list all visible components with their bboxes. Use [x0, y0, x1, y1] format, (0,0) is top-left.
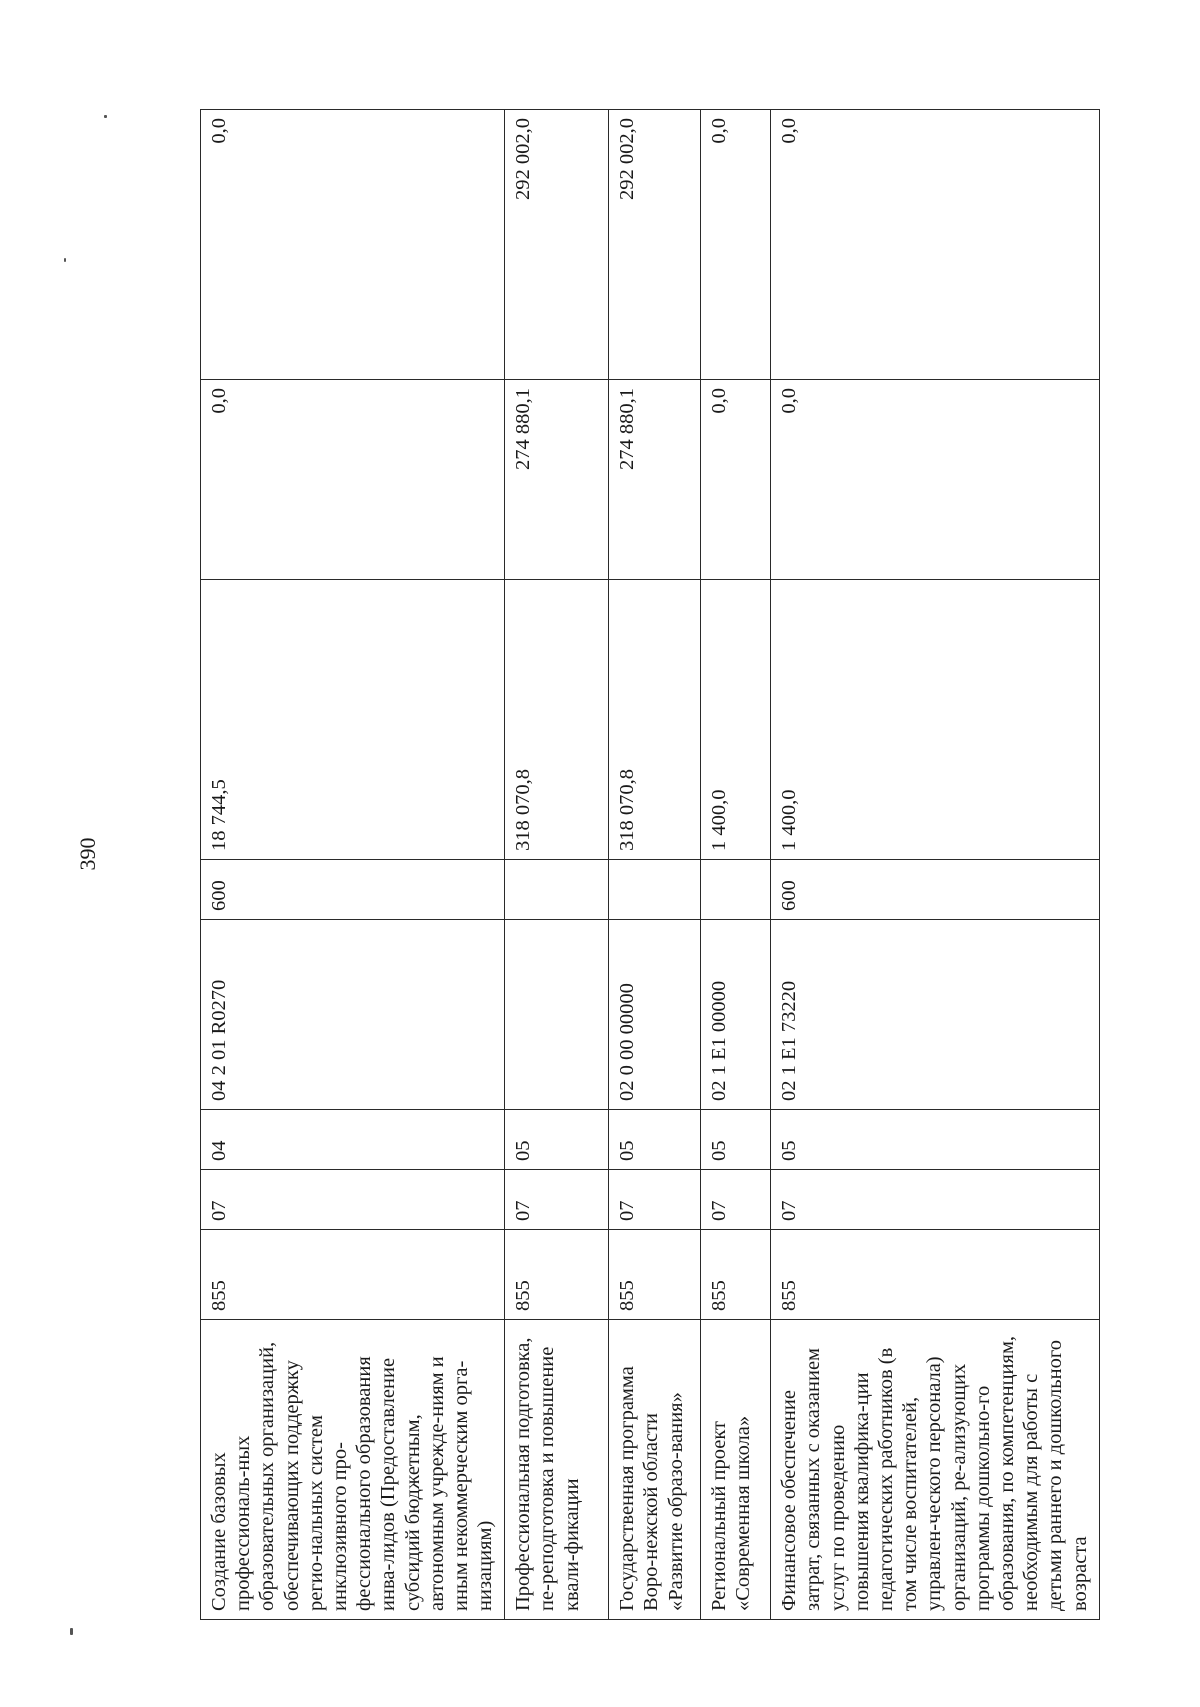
target-article-cell	[505, 920, 609, 1110]
subsection-code-cell: 05	[609, 1110, 701, 1170]
rotated-page-content	[200, 110, 1100, 1620]
section-code-cell: 07	[505, 1170, 609, 1230]
row-name-cell: Профессиональная подготовка, пе-реподготовка и повышение квали-фикации	[505, 1320, 609, 1620]
subsection-code-cell: 04	[201, 1110, 505, 1170]
target-article-cell: 02 1 E1 00000	[701, 920, 771, 1110]
section-code-cell: 07	[701, 1170, 771, 1230]
page-number: 390	[75, 837, 100, 871]
table-row	[201, 110, 505, 1620]
sum-year-3-cell: 292 002,0	[505, 110, 609, 380]
table-row	[701, 110, 771, 1620]
ministry-code-cell: 855	[201, 1230, 505, 1320]
sum-year-1-cell: 1 400,0	[771, 580, 1099, 860]
expense-type-cell	[609, 860, 701, 920]
row-name-cell: Финансовое обеспечение затрат, связанных с оказанием услуг по проведению повышения квалифика-ции педагогических работников (в том числе воспитателей, управлен-ческого персонала) организаций, ре-ализующих программы дошкольно-го образования, по компетенциям, необходимым для работы с детьми раннего и дошкольного возраста	[771, 1320, 1099, 1620]
sum-year-2-cell: 274 880,1	[505, 380, 609, 580]
expense-type-cell: 600	[771, 860, 1099, 920]
table-row	[771, 110, 1099, 1620]
sum-year-1-cell: 1 400,0	[701, 580, 771, 860]
sum-year-2-cell: 0,0	[201, 380, 505, 580]
scan-speck	[64, 258, 66, 262]
row-name-cell: Государственная программа Воро-нежской области «Развитие образо-вания»	[609, 1320, 701, 1620]
ministry-code-cell: 855	[609, 1230, 701, 1320]
sum-year-1-cell: 18 744,5	[201, 580, 505, 860]
row-name-cell: Создание базовых профессиональ-ных образовательных организаций, обеспечивающих поддержку регио-нальных систем инклюзивного про-фессионального образования инва-лидов (Предоставление субсидий бюджетным, автономным учрежде-ниям и иным некоммерческим орга-низациям)	[201, 1320, 505, 1620]
budget-table	[200, 109, 1100, 1620]
scan-speck	[104, 115, 107, 118]
expense-type-cell	[701, 860, 771, 920]
expense-type-cell: 600	[201, 860, 505, 920]
target-article-cell: 02 0 00 00000	[609, 920, 701, 1110]
sum-year-3-cell: 0,0	[701, 110, 771, 380]
ministry-code-cell: 855	[701, 1230, 771, 1320]
row-name-cell: Региональный проект «Современная школа»	[701, 1320, 771, 1620]
sum-year-3-cell: 0,0	[771, 110, 1099, 380]
section-code-cell: 07	[201, 1170, 505, 1230]
target-article-cell: 02 1 E1 73220	[771, 920, 1099, 1110]
section-code-cell: 07	[609, 1170, 701, 1230]
sum-year-3-cell: 292 002,0	[609, 110, 701, 380]
expense-type-cell	[505, 860, 609, 920]
subsection-code-cell: 05	[771, 1110, 1099, 1170]
section-code-cell: 07	[771, 1170, 1099, 1230]
sum-year-1-cell: 318 070,8	[609, 580, 701, 860]
table-row	[505, 110, 609, 1620]
table-row	[609, 110, 701, 1620]
subsection-code-cell: 05	[701, 1110, 771, 1170]
ministry-code-cell: 855	[771, 1230, 1099, 1320]
subsection-code-cell: 05	[505, 1110, 609, 1170]
sum-year-1-cell: 318 070,8	[505, 580, 609, 860]
target-article-cell: 04 2 01 R0270	[201, 920, 505, 1110]
sum-year-2-cell: 0,0	[701, 380, 771, 580]
sum-year-2-cell: 274 880,1	[609, 380, 701, 580]
sum-year-2-cell: 0,0	[771, 380, 1099, 580]
ministry-code-cell: 855	[505, 1230, 609, 1320]
scan-speck	[70, 1628, 73, 1635]
sum-year-3-cell: 0,0	[201, 110, 505, 380]
